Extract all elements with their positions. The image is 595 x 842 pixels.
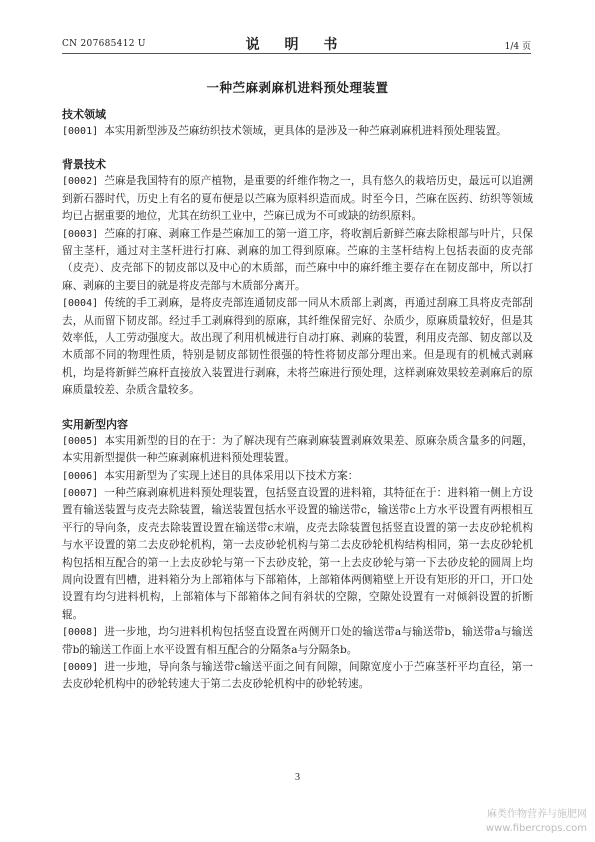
watermark-line: 麻类作物营养与施肥网	[487, 809, 587, 820]
paragraph	[62, 295, 533, 399]
paragraph	[62, 433, 533, 468]
paragraph	[62, 468, 533, 485]
paragraph-number: [0006]	[62, 470, 99, 482]
paragraph-text: 苎麻的打麻、剥麻工作是苎麻加工的第一道工序，将收割后新鲜苎麻去除根部与叶片，只保留主茎杆，通过对主茎杆进行打麻、剥麻的加工得到原麻。苎麻的主茎杆结构上包括表面的皮壳部（皮壳）、皮壳部下的韧皮部以及中心的木质部，而苎麻中中的麻纤维主要存在在韧皮部中，所以打麻、剥麻的主要目的就是将皮壳部与木质部分离开。	[62, 227, 533, 292]
paragraph-number: [0008]	[62, 627, 99, 639]
paragraph-number: [0004]	[62, 298, 99, 310]
paragraph	[62, 485, 533, 624]
paragraph-number: [0001]	[62, 126, 99, 137]
paragraph-text: 本实用新型为了实现上述目的具体采用以下技术方案：	[104, 469, 359, 482]
paragraph	[62, 659, 533, 694]
paragraph-number: [0009]	[62, 661, 99, 673]
paragraph-text: 本实用新型的目的在于：为了解决现有苎麻剥麻装置剥麻效果差、原麻杂质含量多的问题，本实用新型提供一种苎麻剥麻机进料预处理装置。	[62, 434, 533, 465]
section-heading: 实用新型内容	[62, 417, 128, 431]
paragraph-text: 进一步地，均匀进料机构包括竖直设置在两侧开口处的输送带a与输送带b，输送带a与输送带b的输送工作面上水平设置有相互配合的分隔条a与分隔条b。	[62, 626, 533, 656]
paragraph-number: [0007]	[62, 487, 99, 499]
doc-type: 说 明 书	[245, 37, 348, 53]
page-of: 1/4 页	[504, 42, 531, 52]
watermark	[486, 808, 587, 836]
paragraph	[62, 226, 533, 296]
watermark-line: www.fibercrops.com	[485, 823, 587, 834]
section-heading: 背景技术	[62, 158, 106, 172]
page-header	[62, 33, 531, 54]
document-title: 一种苎麻剥麻机进料预处理装置	[206, 80, 389, 95]
paragraph-text: 本实用新型涉及苎麻纺织技术领域，更具体的是涉及一种苎麻剥麻机进料预处理装置。	[104, 125, 507, 137]
paragraph-text: 进一步地，导向条与输送带c输送平面之间有间隙，间隙宽度小于苎麻茎杆平均直径，第一去皮砂轮机构中的砂轮转速大于第二去皮砂轮机构中的砂轮转速。	[62, 660, 533, 691]
paragraph	[62, 624, 533, 659]
paragraph-text: 苎麻是我国特有的原产植物，是重要的纤维作物之一，具有悠久的栽培历史，最远可以追溯到新石器时代，历史上有名的夏布便是以苎麻为原料织造而成。时至今日，苎麻在医药、纺织等领域均已占据重要的地位，尤其在纺织工业中，苎麻已成为不可或缺的纺织原料。	[62, 175, 533, 223]
paragraph	[62, 173, 533, 225]
paragraph-text: 一种苎麻剥麻机进料预处理装置，包括竖直设置的进料箱，其特征在于：进料箱一侧上方设置有输送装置与皮壳去除装置，输送装置包括水平设置的输送带c，输送带c上方水平设置有两根相互平行的导向条，皮壳去除装置设置在输送带c末端，皮壳去除装置包括竖直设置的第一去皮砂轮机构与水平设置的第二去皮砂轮机构，第一去皮砂轮机构与第二去皮砂轮机构结构相同，第一去皮砂轮机构包括相互配合的第一上去皮砂轮与第一下去砂皮轮，第一上去皮砂轮与第一下去砂皮轮的圆周上均周向设置有凹槽，进料箱分为上部箱体与下部箱体，上部箱体两侧箱壁上开设有矩形的开口，开口处设置有均匀进料机构，上部箱体与下部箱体之间有斜状的空隙，空隙处设置有一对倾斜设置的折断辊。	[62, 486, 533, 621]
document-body	[62, 106, 533, 694]
doc-number: CN 207685412 U	[62, 39, 146, 49]
section-heading: 技术领域	[62, 108, 106, 121]
paragraph-number: [0005]	[62, 435, 99, 447]
paragraph-number: [0003]	[62, 228, 99, 240]
paragraph-number: [0002]	[62, 176, 99, 188]
paragraph-text: 传统的手工剥麻，是将皮壳部连通韧皮部一同从木质部上剥离，再通过刮麻工具将皮壳部刮去，从而留下韧皮部。经过手工剥麻得到的原麻，其纤维保留完好、杂质少，原麻质量较好，但是其效率低，人工劳动强度大。故出现了利用机械进行自动打麻、剥麻的装置，利用皮壳部、韧皮部以及木质部不同的物理性质，特别是韧皮部韧性很强的特性将韧皮部分理出来。但是现有的机械式剥麻机，均是将新鲜苎麻杆直接放入装置进行剥麻，未将苎麻进行预处理，这样剥麻效果较差剥麻后的原麻质量较差、杂质含量较多。	[62, 297, 533, 397]
page-number: 3	[295, 772, 300, 783]
paragraph	[62, 123, 533, 140]
